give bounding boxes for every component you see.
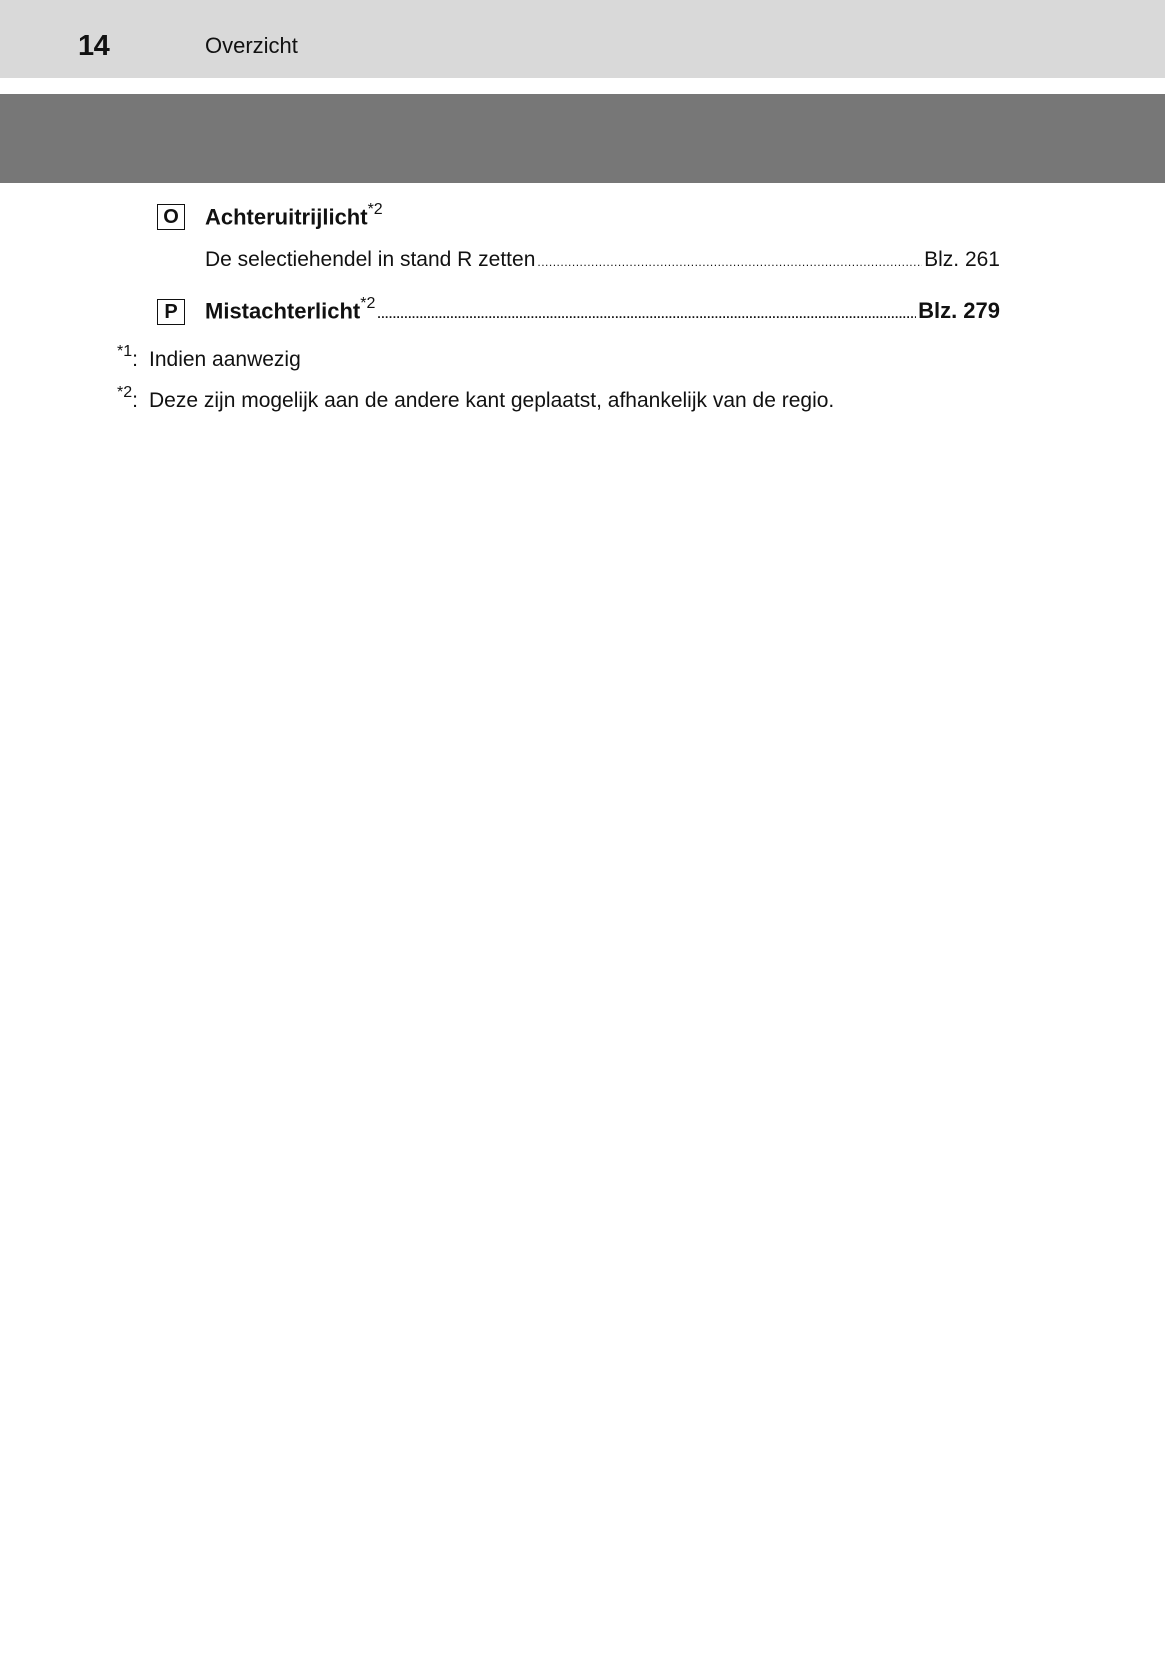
footnote-2	[117, 386, 834, 413]
page-header	[0, 0, 1165, 78]
footnote-text: Indien aanwezig	[149, 348, 301, 371]
item-title-row-mistachterlicht	[205, 297, 1000, 324]
item-description: De selectiehendel in stand R zetten	[205, 248, 536, 271]
item-badge-o: O	[157, 204, 185, 230]
item-title-mistachterlicht	[205, 297, 375, 324]
footnote-marker-text: *1	[117, 343, 133, 360]
section-title: Overzicht	[205, 33, 298, 58]
item-reference-row	[205, 248, 1000, 272]
leader-dots	[537, 255, 922, 269]
leader-dots	[377, 307, 916, 321]
footnote-marker: $^{*2}$:	[117, 384, 138, 412]
footnote-marker: $^{*1}$:	[117, 343, 138, 371]
footnote-1	[117, 345, 301, 372]
page-number: 14	[78, 30, 110, 62]
footnote-text: Deze zijn mogelijk aan de andere kant geplaatst, afhankelijk van de regio.	[149, 389, 835, 412]
item-title-text: Mistachterlicht	[205, 298, 361, 324]
item-badge-p: P	[157, 299, 185, 325]
footnote-marker-text: *2	[117, 384, 133, 401]
section-banner	[0, 94, 1165, 183]
item-title-note: *2	[367, 201, 383, 218]
item-title-text: Achteruitrijlicht	[205, 204, 368, 230]
item-title-achteruitrijlicht	[205, 203, 383, 230]
page-reference-link[interactable]: Blz. 261	[924, 248, 1000, 271]
item-title-note: *2	[360, 295, 376, 312]
page-reference-link[interactable]: Blz. 279	[918, 298, 1000, 324]
